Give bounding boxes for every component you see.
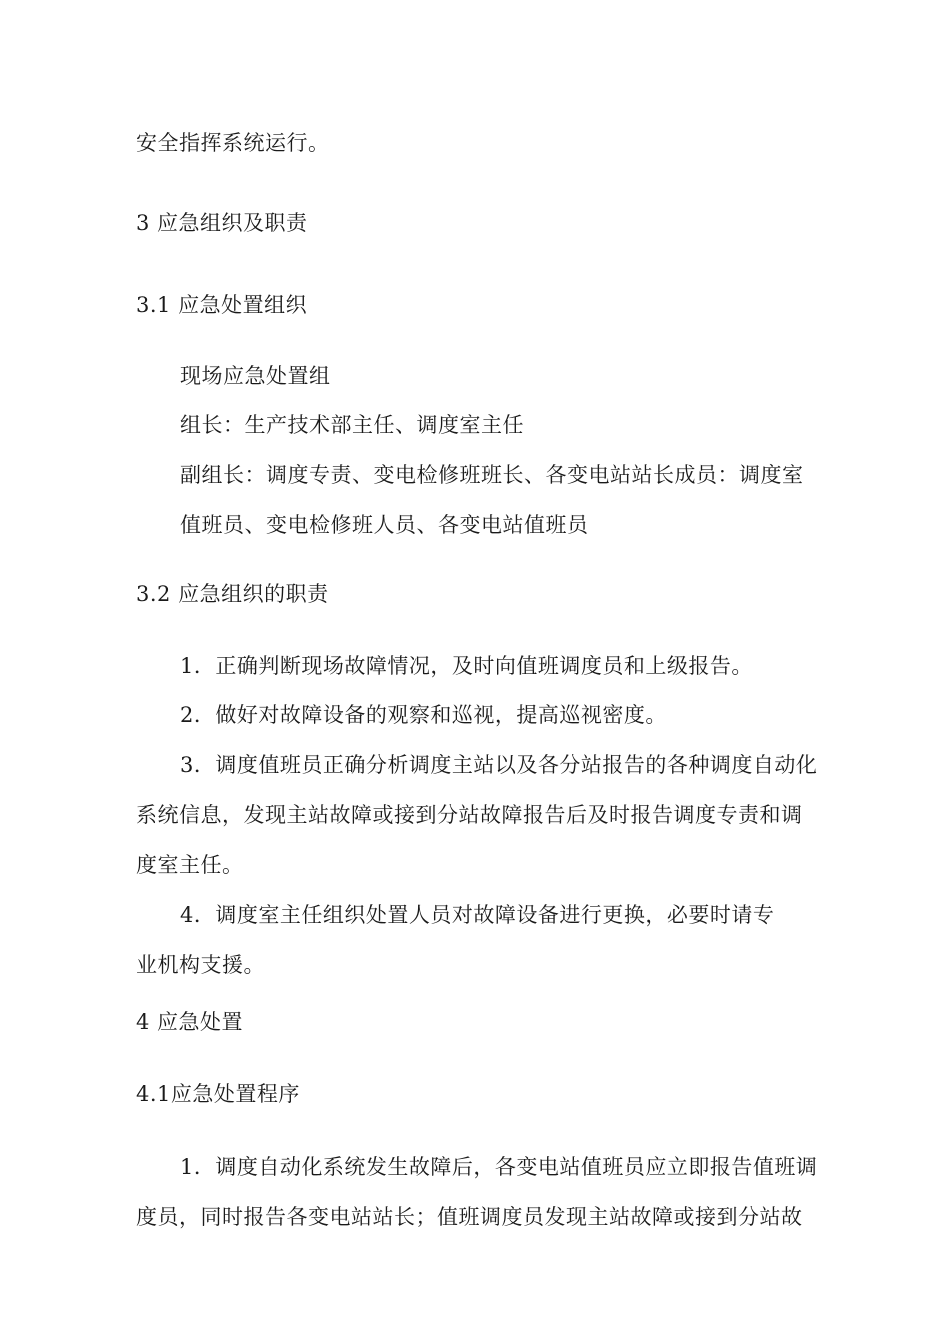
section-heading: 3 应急组织及职责	[136, 211, 308, 235]
paragraph-line: 现场应急处置组	[180, 364, 331, 388]
list-item: 2．做好对故障设备的观察和巡视，提高巡视密度。	[180, 703, 667, 727]
paragraph-line: 度室主任。	[136, 853, 244, 877]
list-item: 1．正确判断现场故障情况，及时向值班调度员和上级报告。	[180, 654, 753, 678]
paragraph-line: 组长：生产技术部主任、调度室主任	[180, 413, 524, 437]
list-item: 4．调度室主任组织处置人员对故障设备进行更换，必要时请专	[180, 903, 775, 927]
list-item: 1．调度自动化系统发生故障后，各变电站值班员应立即报告值班调	[180, 1155, 818, 1179]
paragraph-line: 安全指挥系统运行。	[136, 131, 330, 155]
paragraph-line: 系统信息，发现主站故障或接到分站故障报告后及时报告调度专责和调	[136, 803, 803, 827]
section-heading: 4 应急处置	[136, 1010, 244, 1034]
subsection-heading: 3.1 应急处置组织	[136, 293, 308, 317]
paragraph-line: 业机构支援。	[136, 953, 265, 977]
paragraph-line: 副组长：调度专责、变电检修班班长、各变电站站长成员：调度室	[180, 463, 804, 487]
subsection-heading: 4.1应急处置程序	[136, 1082, 300, 1106]
paragraph-line: 度员，同时报告各变电站站长；值班调度员发现主站故障或接到分站故	[136, 1205, 803, 1229]
list-item: 3．调度值班员正确分析调度主站以及各分站报告的各种调度自动化	[180, 753, 818, 777]
paragraph-line: 值班员、变电检修班人员、各变电站值班员	[180, 513, 589, 537]
subsection-heading: 3.2 应急组织的职责	[136, 582, 329, 606]
